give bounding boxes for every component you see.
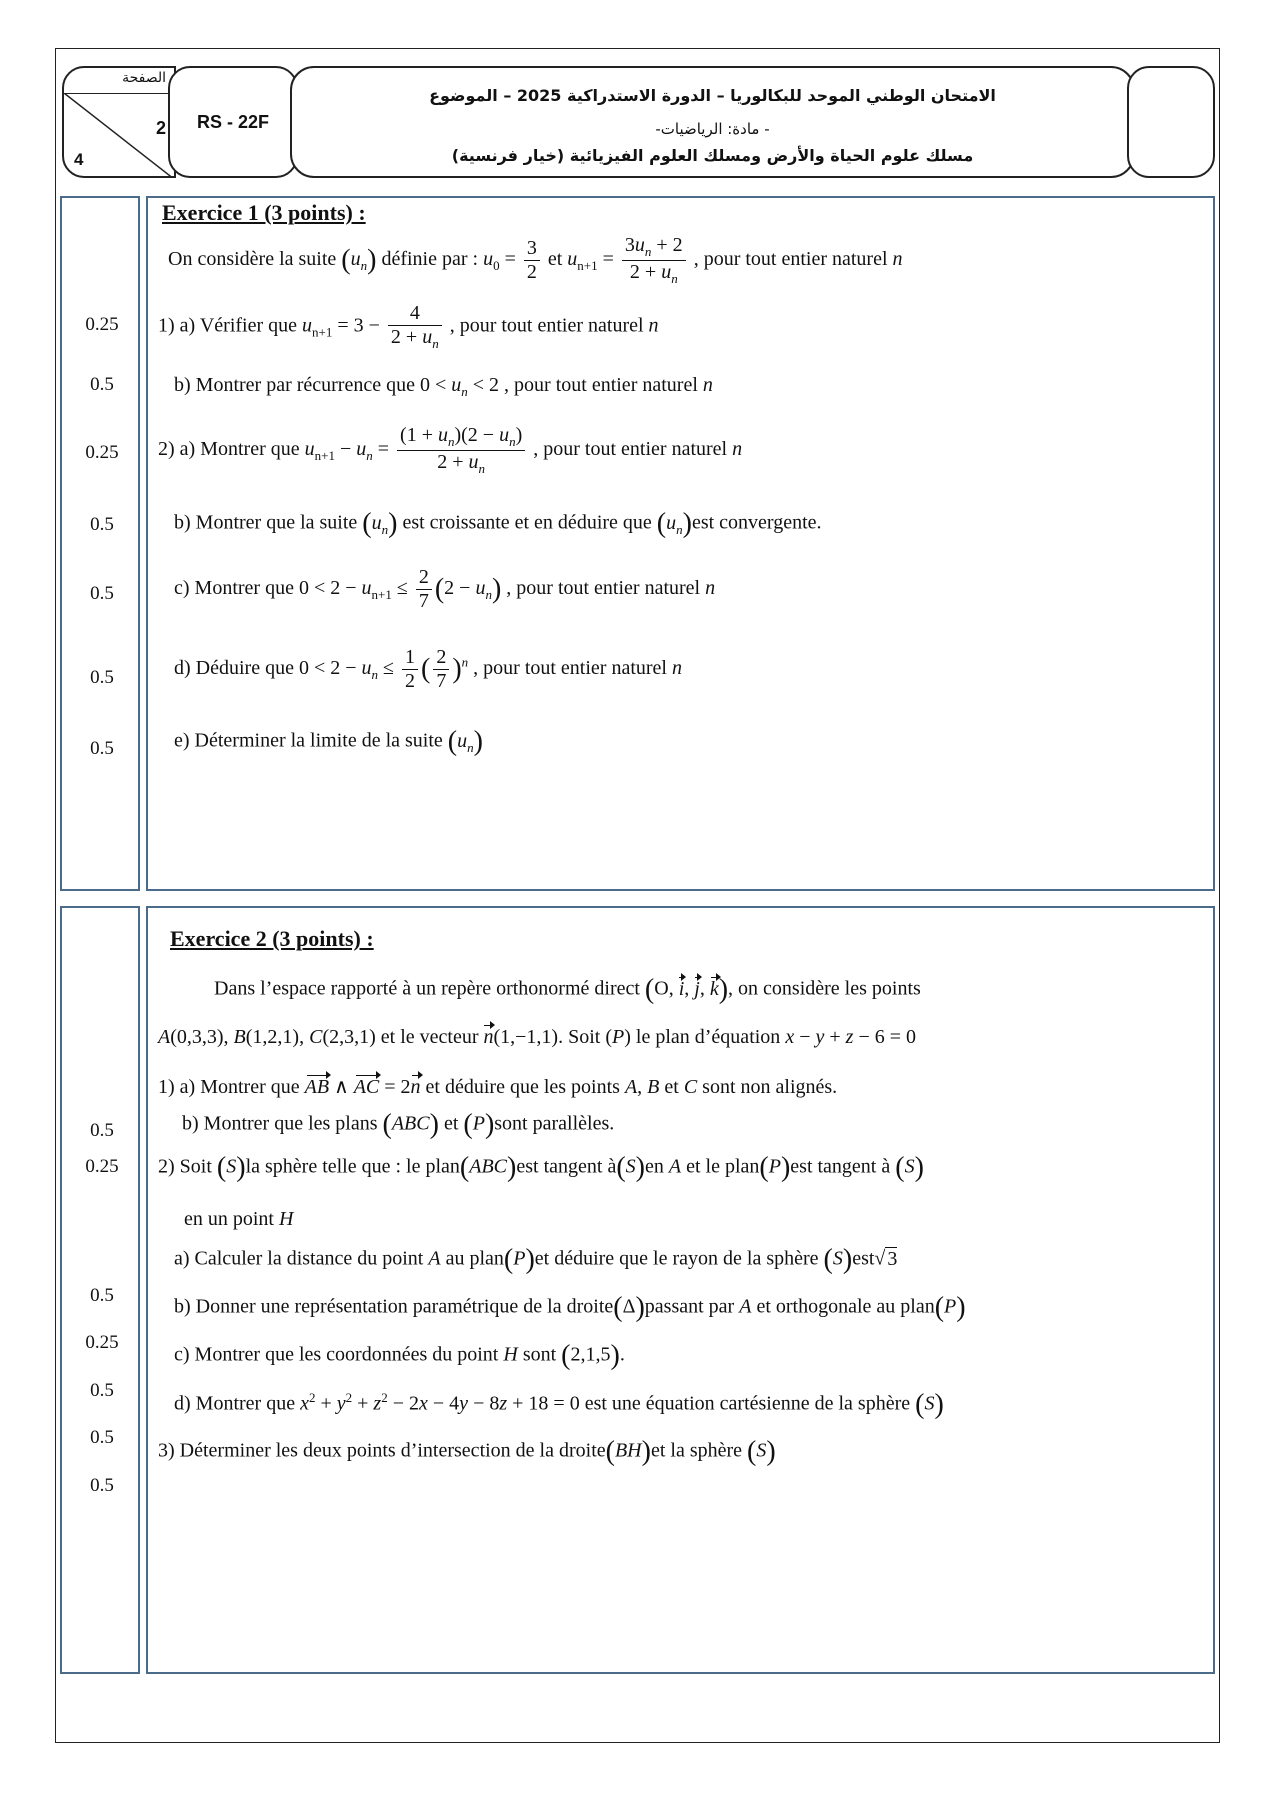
score: 0.25 <box>85 1156 119 1177</box>
score-column <box>60 196 140 891</box>
score: 0.25 <box>85 442 119 463</box>
exercise-2 <box>60 906 1215 1674</box>
page-number-box <box>62 66 176 178</box>
question-1b: b) Montrer par récurrence que $0 < u_n < 2$ , pour tout entier naturel n <box>174 374 713 399</box>
question-2b: b) Montrer que la suite $(u_n)$ est croissante et en déduire que $(u_n)est$ convergente. <box>174 508 822 539</box>
score: 0.5 <box>90 1120 114 1141</box>
score: 0.5 <box>90 374 114 395</box>
question-2-cont: en un point H <box>184 1208 294 1230</box>
score-column <box>60 906 140 1674</box>
question-2d: d) Déduire que $0 < 2 - u_n$ ≤ $\frac{1}{2}$ ( $\frac{2}{7}$ )$^n$ , pour tout entier naturel n <box>174 646 682 692</box>
title-box <box>290 66 1135 178</box>
score: 0.5 <box>90 667 114 688</box>
question-3: 3) Déterminer les deux points d’intersection de la droite(BH)et la sphère (S) <box>158 1436 776 1467</box>
track: مسلك علوم الحياة والأرض ومسلك العلوم الفيزيائية (خيار فرنسية) <box>451 146 974 165</box>
question-2: 2) Soit (S)la sphère telle que : le plan(ABC)est tangent à(S)en A et le plan(P)est tangent à (S) <box>158 1152 924 1183</box>
exam-code-box <box>168 66 298 178</box>
subject: - مادة: الرياضيات- <box>655 120 770 138</box>
question-2a: a) Calculer la distance du point A au plan(P)et déduire que le rayon de la sphère (S)est√ 3 <box>174 1244 898 1275</box>
exam-title: الامتحان الوطني الموحد للبكالوريا – الدورة الاستدراكية 2025 – الموضوع <box>429 86 996 105</box>
exercise-title: Exercice 1 (3 points) : <box>162 200 366 225</box>
score: 0.5 <box>90 1380 114 1401</box>
intro-1: Dans l’espace rapporté à un repère orthonormé direct (O, i, j, k), on considère les points <box>214 974 921 1005</box>
exam-code: RS - 22F <box>196 112 270 132</box>
score: 0.5 <box>90 1427 114 1448</box>
score: 0.5 <box>90 1285 114 1306</box>
question-2e: e) Déterminer la limite de la suite $(u_n)$ <box>174 726 483 757</box>
question-2b: b) Donner une représentation paramétrique de la droite(Δ)passant par A et orthogonale au plan(P) <box>174 1292 966 1323</box>
question-2a: 2) a) Montrer que $u_{n+1} - u_n$ = $\frac{(1 + u_n)(2 - u_n)}{2 + u_n}$ , pour tout entier naturel n <box>158 424 743 476</box>
exercise-1 <box>60 196 1215 891</box>
score: 0.5 <box>90 514 114 535</box>
score: 0.25 <box>85 1332 119 1353</box>
question-1a: 1) a) Vérifier que $u_{n+1} = 3$ − $\frac{4}{2 + u_n}$ , pour tout entier naturel n <box>158 302 659 351</box>
question-1a: 1) a) Montrer que AB ∧ AC = 2n et déduire que les points A, B et C sont non alignés. <box>158 1076 838 1098</box>
page-number: 2 <box>155 118 166 138</box>
question-2c: c) Montrer que les coordonnées du point H sont (2,1,5). <box>174 1340 625 1371</box>
question-1b: b) Montrer que les plans (ABC) et (P)sont parallèles. <box>182 1109 615 1140</box>
intro: On considère la suite $(u_n)$ définie par : $u_0$ = $\frac{3}{2}$ et $u_{n+1}$ = $\frac{3u_n + 2}{2 + u_n}$ , pour tout entier naturel n <box>168 234 903 286</box>
score: 0.5 <box>90 583 114 604</box>
score: 0.5 <box>90 738 114 759</box>
score: 0.25 <box>85 314 119 335</box>
exercise-title: Exercice 2 (3 points) : <box>170 926 374 951</box>
exercise-body <box>146 906 1215 1674</box>
blank-box <box>1127 66 1215 178</box>
exercise-body <box>146 196 1215 891</box>
question-2c: c) Montrer que $0 < 2 - u_{n+1}$ ≤ $\frac{2}{7}$ $(2 - u_n)$ , pour tout entier naturel n <box>174 566 716 612</box>
question-2d: d) Montrer que $x^2 + y^2 + z^2 - 2x - 4y - 8z + 18 = 0$ est une équation cartésienne de la sphère (S) <box>174 1389 944 1421</box>
page-total: 4 <box>74 150 84 169</box>
score: 0.5 <box>90 1475 114 1496</box>
page-label: الصفحة <box>122 70 166 86</box>
intro-2: A(0,3,3), B(1,2,1), C(2,3,1) et le vecteur n(1,−1,1). Soit (P) le plan d’équation x − y + z − 6 = 0 <box>158 1026 917 1048</box>
